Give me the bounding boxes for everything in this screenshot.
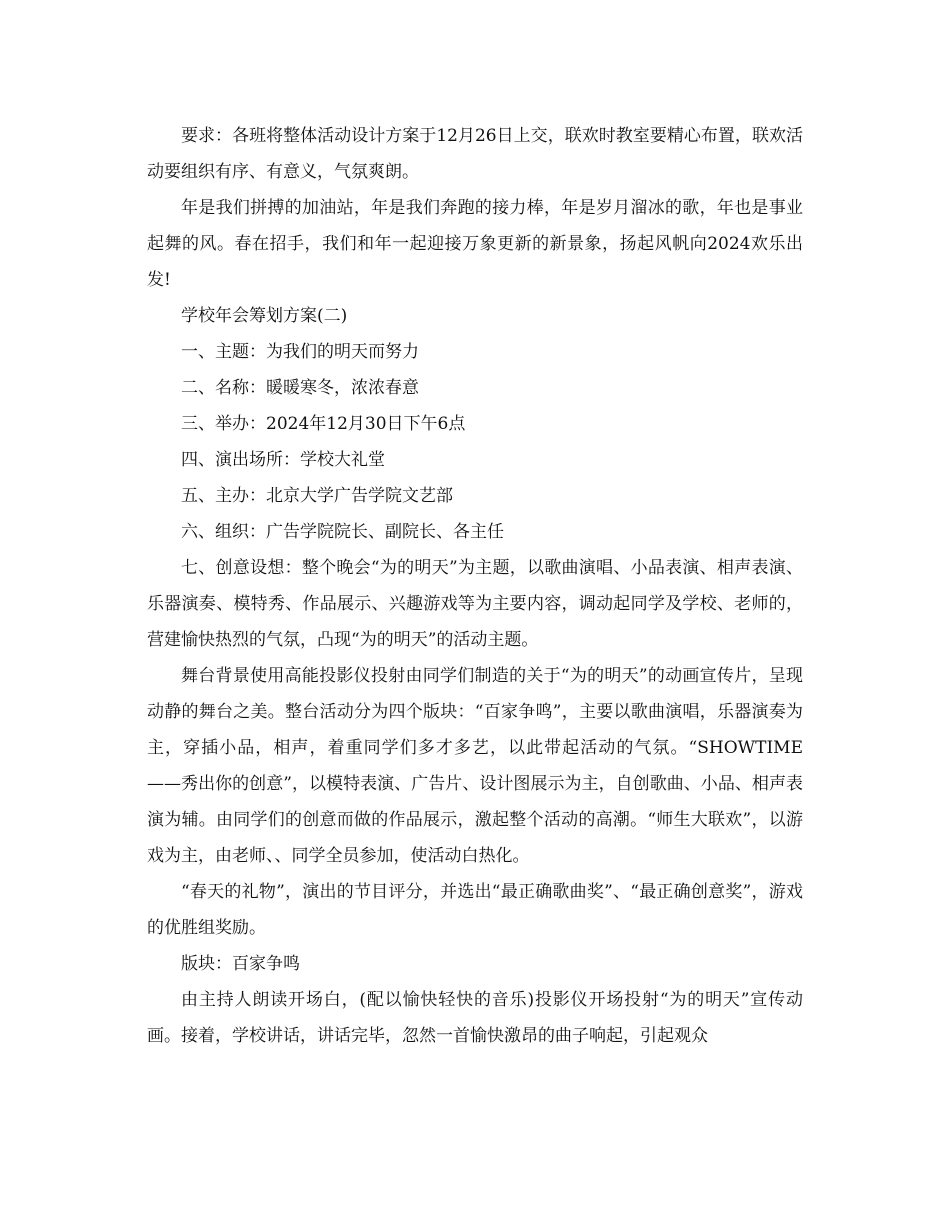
paragraph-requirements: 要求：各班将整体活动设计方案于12月26日上交，联欢时教室要精心布置，联欢活动要组织有序、有意义，气氛爽朗。 xyxy=(147,126,803,182)
document-body xyxy=(147,118,803,1054)
item-time: 三、举办：2024年12月30日下午6点 xyxy=(181,414,466,434)
block-heading: 版块：百家争鸣 xyxy=(181,954,300,974)
item-creative-concept: 七、创意设想：整个晚会“为的明天”为主题，以歌曲演唱、小品表演、相声表演、乐器演奏、模特秀、作品展示、兴趣游戏等为主要内容，调动起同学及学校、老师的，营建愉快热烈的气氛，凸现“为的明天”的活动主题。 xyxy=(147,558,803,650)
paragraph-awards: “春天的礼物”，演出的节目评分，并选出“最正确歌曲奖”、“最正确创意奖”，游戏的优胜组奖励。 xyxy=(147,882,803,938)
paragraph-stage-background: 舞台背景使用高能投影仪投射由同学们制造的关于“为的明天”的动画宣传片，呈现动静的舞台之美。整台活动分为四个版块：“百家争鸣”，主要以歌曲演唱，乐器演奏为主，穿插小品，相声，着重同学们多才多艺，以此带起活动的气氛。“SHOWTIME——秀出你的创意”，以模特表演、广告片、设计图展示为主，自创歌曲、小品、相声表演为辅。由同学们的创意而做的作品展示，激起整个活动的高潮。“师生大联欢”，以游戏为主，由老师、、同学全员参加，使活动白热化。 xyxy=(147,666,803,866)
item-name: 二、名称：暖暖寒冬，浓浓春意 xyxy=(181,378,419,398)
paragraph-opening: 由主持人朗读开场白，(配以愉快轻快的音乐)投影仪开场投射“为的明天”宣传动画。接着，学校讲话，讲话完毕，忽然一首愉快激昂的曲子响起，引起观众 xyxy=(147,990,803,1046)
paragraph-new-year-message: 年是我们拼搏的加油站，年是我们奔跑的接力棒，年是岁月溜冰的歌，年也是事业起舞的风。春在招手，我们和年一起迎接万象更新的新景象，扬起风帆向2024欢乐出发! xyxy=(147,198,803,290)
item-host: 五、主办：北京大学广告学院文艺部 xyxy=(181,486,453,506)
section-title: 学校年会筹划方案(二) xyxy=(181,306,348,326)
item-theme: 一、主题：为我们的明天而努力 xyxy=(181,342,419,362)
item-organizer: 六、组织：广告学院院长、副院长、各主任 xyxy=(181,522,504,542)
item-venue: 四、演出场所：学校大礼堂 xyxy=(181,450,385,470)
